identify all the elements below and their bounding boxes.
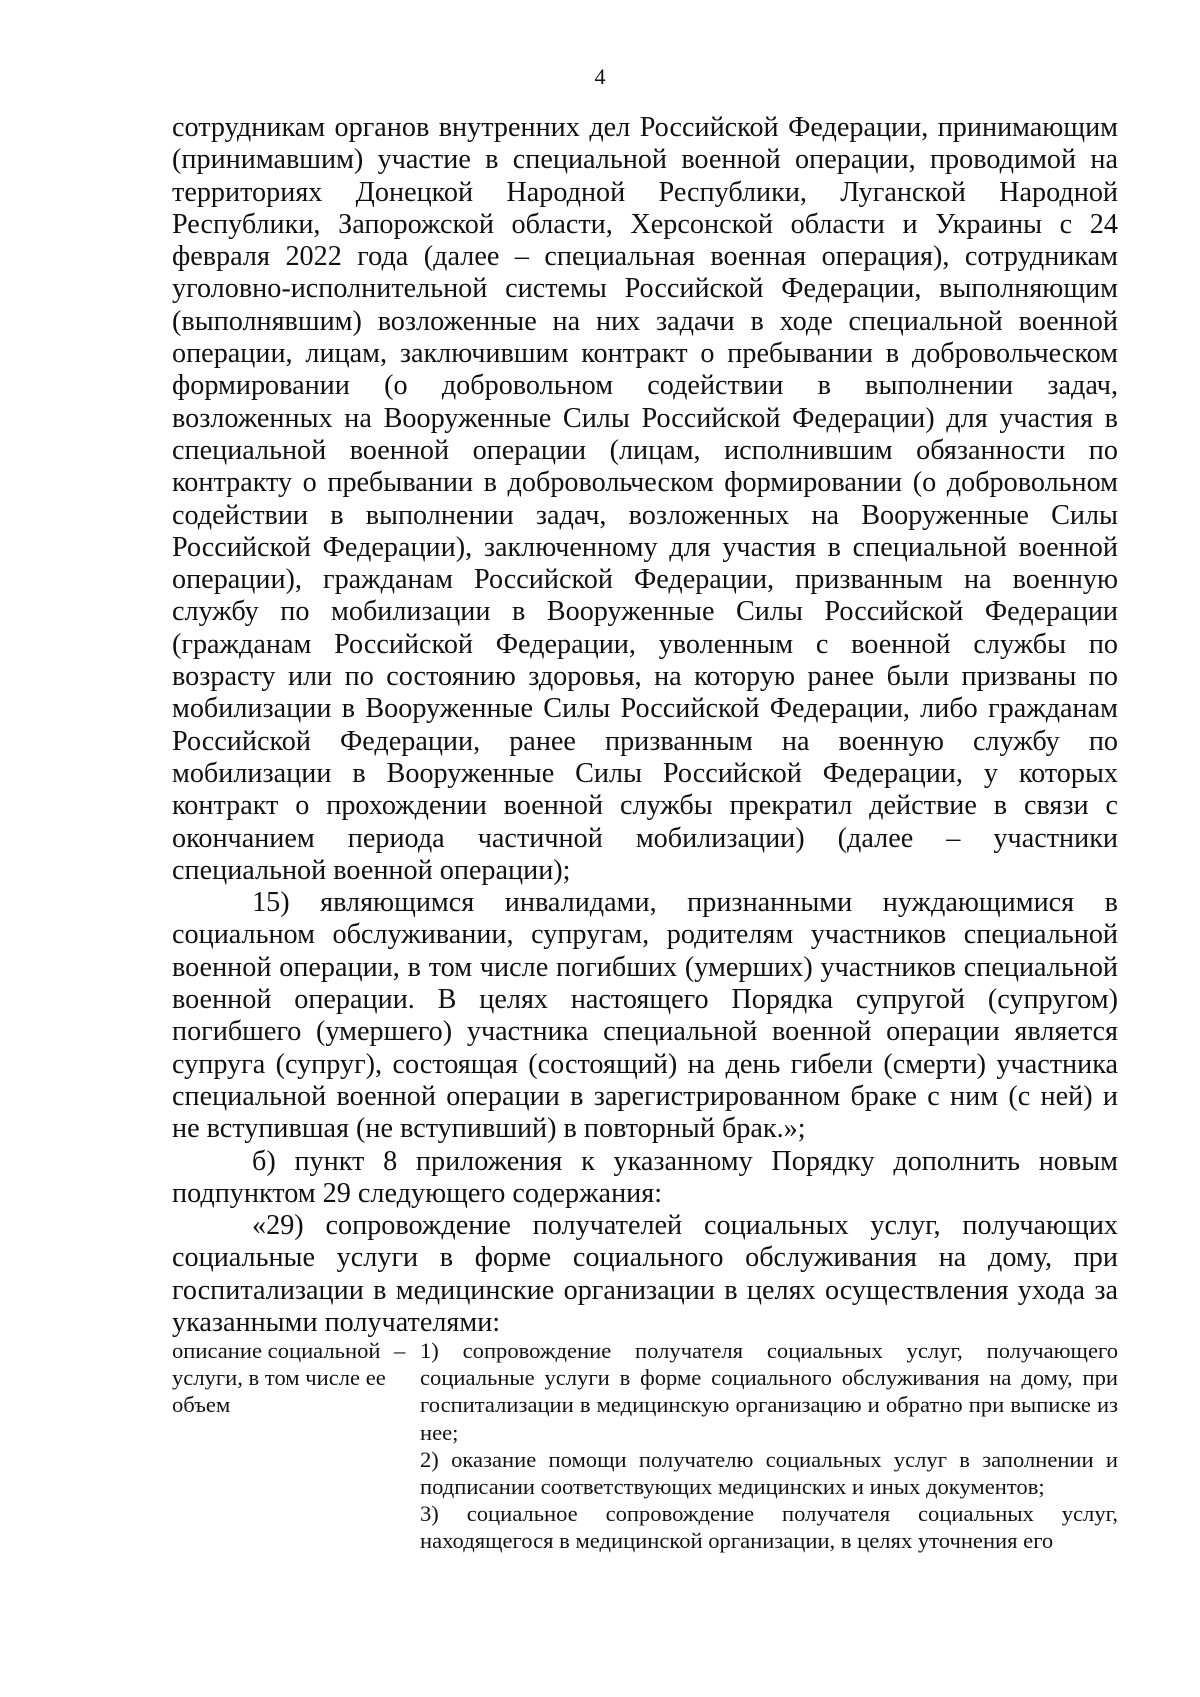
page-number: 4 [594,64,606,89]
service-description-table [172,1337,1118,1555]
service-item-2: 2) оказание помощи получателю социальных услуг в заполнении и подписании соответствующих медицинских и иных документов; [420,1446,1118,1500]
paragraph-item-15: 15) являющимся инвалидами, признанными нуждающимися в социальном обслуживании, супругам, родителям участников специальной военной операции, в том числе погибших (умерших) участников специальной военной операции. В целях настоящего Порядка супругой (супругом) погибшего (умершего) участника специальной военной операции является супруга (супруг), состоящая (состоящий) на день гибели (смерти) участника специальной военной операции в зарегистрированном браке с ним (с ней) и не вступившая (не вступивший) в повторный брак.»; [172,887,1118,1145]
paragraph-recipients-continuation: сотрудникам органов внутренних дел Российской Федерации, принимающим (принимавшим) участие в специальной военной операции, проводимой на территориях Донецкой Народной Республики, Луганской Народной Республики, Запорожской области, Херсонской области и Украины с 24 февраля 2022 года (далее – специальная военная операция), сотрудникам уголовно-исполнительной системы Российской Федерации, выполняющим (выполнявшим) возложенные на них задачи в ходе специальной военной операции, лицам, заключившим контракт о пребывании в добровольческом формировании (о добровольном содействии в выполнении задач, возложенных на Вооруженные Силы Российской Федерации) для участия в специальной военной операции (лицам, исполнившим обязанности по контракту о пребывании в добровольческом формировании (о добровольном содействии в выполнении задач, возложенных на Вооруженные Силы Российской Федерации), заключенному для участия в специальной военной операции), гражданам Российской Федерации, призванным на военную службу по мобилизации в Вооруженные Силы Российской Федерации (гражданам Российской Федерации, уволенным с военной службы по возрасту или по состоянию здоровья, на которую ранее были призваны по мобилизации в Вооруженные Силы Российской Федерации, либо гражданам Российской Федерации, ранее призванным на военную службу по мобилизации в Вооруженные Силы Российской Федерации, у которых контракт о прохождении военной службы прекратил действие в связи с окончанием периода частичной мобилизации) (далее – участники специальной военной операции); [172,112,1118,886]
service-item-3: 3) социальное сопровождение получателя социальных услуг, находящегося в медицинской организации, в целях уточнения его [420,1501,1118,1554]
service-description-items [420,1337,1118,1555]
service-description-dash: – [394,1338,406,1363]
paragraph-item-b: б) пункт 8 приложения к указанному Порядку дополнить новым подпунктом 29 следующего содержания: [172,1145,1118,1209]
service-description-label: описание социальной услуги, в том числе ее объем [172,1338,386,1418]
document-body [172,112,1118,1339]
service-item-1: 1) сопровождение получателя социальных услуг, получающего социальные услуги в форме социального обслуживания на дому, при госпитализации в медицинскую организацию и обратно при выписке из нее; [420,1338,1118,1445]
paragraph-item-29: «29) сопровождение получателей социальных услуг, получающих социальные услуги в форме социального обслуживания на дому, при госпитализации в медицинские организации в целях осуществления ухода за указанными получателями: [172,1210,1118,1338]
